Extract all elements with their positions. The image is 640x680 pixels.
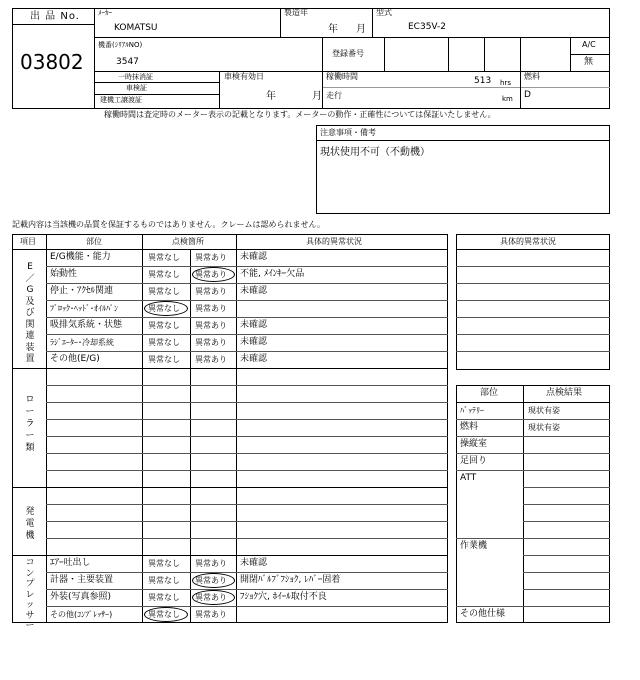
check-result-battery: 現状有姿: [528, 406, 560, 415]
engine-row-6-part: ﾗｼﾞｴｰﾀｰ･冷却系統: [50, 338, 114, 347]
section-label-roller: ローラー類: [25, 395, 35, 453]
serial-value: 3547: [116, 57, 139, 67]
comp-row-2-detail: 開閉ﾊﾞﾙﾌﾞﾌｼｮｸ, ﾚﾊﾞｰ固着: [240, 575, 341, 585]
engine-row-3-part: 停止・ｱｸｾﾙ関連: [50, 286, 114, 296]
engine-row-5-detail: 未確認: [240, 320, 268, 330]
engine-row-4-part: ﾌﾞﾛｯｸ･ﾍｯﾄﾞ･ｵｲﾙﾊﾟﾝ: [50, 304, 118, 313]
comp-row-3-abnormal: 異常あり: [195, 593, 227, 602]
ac-label: A/C: [582, 40, 596, 49]
section-label-engine: E／G及び関連装置: [25, 262, 35, 364]
engine-row-7-normal: 異常なし: [148, 355, 180, 364]
comp-row-2-abnormal: 異常あり: [195, 576, 227, 585]
check-part-cab: 操縦室: [460, 439, 488, 449]
listing-no-label: 出 品 No.: [30, 11, 80, 22]
month-unit: 月: [356, 24, 366, 35]
col-item: 項目: [20, 237, 36, 246]
expiry-month-unit: 月: [312, 91, 322, 102]
hours-unit: hrs: [500, 79, 511, 87]
section-label-compressor: コンプレッサー: [25, 558, 35, 631]
km-unit: km: [502, 95, 513, 103]
operating-hours-label: 稼働時間: [326, 72, 358, 81]
comp-row-1-abnormal: 異常あり: [195, 559, 227, 568]
section-label-generator: 発電機: [25, 507, 35, 541]
engine-row-1-part: E/G機能・能力: [50, 252, 111, 262]
comp-row-2-circle: [192, 573, 235, 588]
comp-row-1-part: ｴｱｰ吐出し: [50, 558, 91, 568]
check-part-battery: ﾊﾞｯﾃﾘｰ: [460, 406, 484, 415]
comp-row-3-normal: 異常なし: [148, 593, 180, 602]
engine-row-4-abnormal: 異常あり: [195, 304, 227, 313]
engine-row-3-detail: 未確認: [240, 286, 268, 296]
engine-row-6-detail: 未確認: [240, 337, 268, 347]
right-detail-header: 具体的異常状況: [500, 237, 556, 246]
engine-row-1-abnormal: 異常あり: [195, 253, 227, 262]
engine-row-5-normal: 異常なし: [148, 321, 180, 330]
comp-row-3-part: 外装(写真参照): [50, 592, 112, 602]
comp-row-4-circle: [144, 607, 188, 622]
fuel-value: D: [524, 90, 531, 100]
comp-row-4-abnormal: 異常あり: [195, 610, 227, 619]
engine-row-2-circle: [192, 267, 235, 282]
mileage-label: 走行: [326, 91, 342, 100]
engine-row-2-detail: 不能, ﾒｲﾝｷｰ欠品: [240, 269, 305, 279]
engine-row-6-normal: 異常なし: [148, 338, 180, 347]
vehicle-insp-label: 車検証: [126, 84, 147, 92]
engine-row-6-abnormal: 異常あり: [195, 338, 227, 347]
comp-row-1-normal: 異常なし: [148, 559, 180, 568]
engine-row-1-detail: 未確認: [240, 252, 268, 262]
engine-row-7-abnormal: 異常あり: [195, 355, 227, 364]
hours-notice: 稼働時間は査定時のメーター表示の記載となります。メーターの動作・正確性については保証いたしません。: [104, 110, 496, 119]
maker-label: ﾒｰｶｰ: [98, 9, 112, 17]
comp-row-4-part: その他(ｺﾝﾌﾟﾚｯｻｰ): [50, 610, 113, 619]
col-check: 点検箇所: [172, 237, 204, 246]
check-part-work-machine: 作業機: [460, 541, 488, 551]
engine-row-5-part: 吸排気系統・状態: [50, 320, 123, 330]
engine-row-7-detail: 未確認: [240, 354, 268, 364]
engine-row-2-abnormal: 異常あり: [195, 270, 227, 279]
engine-row-4-normal: 異常なし: [148, 304, 180, 313]
comp-row-3-circle: [192, 590, 235, 605]
check-part-fuel: 燃料: [460, 422, 479, 432]
remarks-text: 現状使用不可（不動機）: [320, 147, 430, 158]
expiry-year-unit: 年: [266, 91, 276, 102]
maker-value: KOMATSU: [114, 23, 158, 33]
year-unit: 年: [328, 24, 338, 35]
model-label: 型式: [376, 8, 392, 17]
quality-notice: 記載内容は当該機の品質を保証するものではありません。クレームは認められません。: [12, 220, 325, 229]
check-part-other-spec: その他仕様: [460, 609, 506, 619]
construction-cert-label: 建機工譲渡証: [100, 96, 142, 104]
comp-row-4-normal: 異常なし: [148, 610, 180, 619]
comp-row-3-detail: ﾌｼｮｸ穴, ﾎｲｰﾙ取付不良: [240, 592, 327, 602]
engine-row-2-normal: 異常なし: [148, 270, 180, 279]
inspection-expiry-label: 車検有効日: [224, 72, 264, 81]
check-part-att: ATT: [460, 473, 477, 483]
comp-row-2-normal: 異常なし: [148, 576, 180, 585]
col-detail: 具体的異常状況: [306, 237, 362, 246]
engine-row-3-normal: 異常なし: [148, 287, 180, 296]
serial-label: 機番(ｼﾘｱﾙNO): [98, 41, 143, 49]
listing-no: 03802: [20, 50, 84, 74]
ac-value: 無: [584, 57, 594, 67]
operating-hours-value: 513: [474, 76, 492, 86]
year-label: 製造年: [284, 8, 308, 17]
fuel-label: 燃料: [524, 72, 540, 81]
engine-row-1-normal: 異常なし: [148, 253, 180, 262]
check-result-header: 点検結果: [546, 388, 583, 398]
comp-row-2-part: 計器・主要装置: [50, 575, 114, 585]
model-value: EC35V-2: [408, 22, 447, 32]
check-part-header: 部位: [480, 388, 499, 398]
comp-row-1-detail: 未確認: [240, 558, 268, 568]
remarks-box: [316, 125, 610, 214]
check-result-fuel: 現状有姿: [528, 423, 560, 432]
temp-reg-label: 一時抹消証: [118, 73, 153, 81]
engine-row-3-abnormal: 異常あり: [195, 287, 227, 296]
check-part-undercarriage: 足回り: [460, 456, 488, 466]
engine-row-2-part: 始動性: [50, 269, 78, 279]
col-part: 部位: [86, 237, 102, 246]
engine-row-5-abnormal: 異常あり: [195, 321, 227, 330]
registration-label: 登録番号: [332, 49, 364, 58]
engine-row-4-circle: [144, 301, 188, 316]
engine-row-7-part: その他(E/G): [50, 354, 100, 364]
remarks-label: 注意事項・備考: [320, 128, 376, 137]
